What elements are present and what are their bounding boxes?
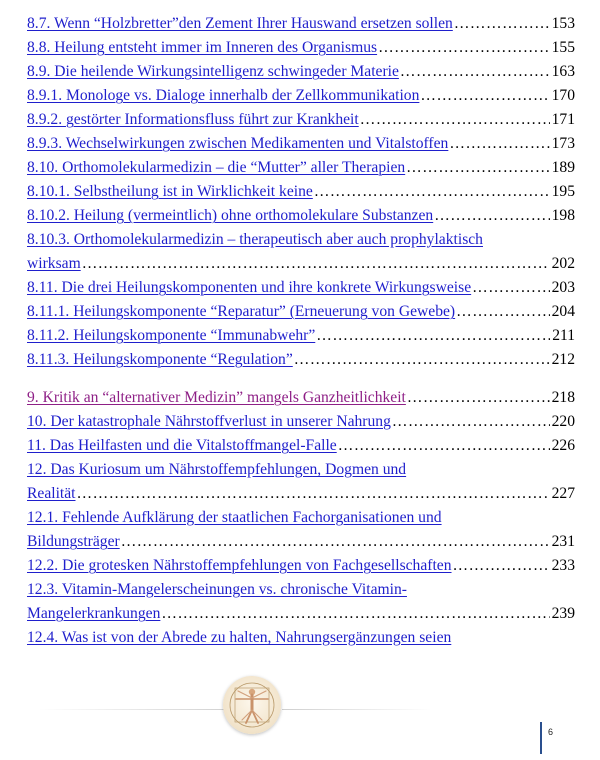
toc-entry[interactable] bbox=[27, 348, 575, 372]
toc-link-continued[interactable]: wirksam bbox=[27, 255, 81, 272]
toc-entry[interactable] bbox=[27, 554, 575, 578]
toc-link[interactable]: 8.9.2. gestörter Informationsfluss führt zur Krankheit bbox=[27, 111, 359, 128]
page-number: 218 bbox=[551, 389, 575, 406]
vitruvian-man-logo-icon bbox=[223, 676, 281, 734]
toc-entry[interactable] bbox=[27, 324, 575, 348]
toc-link[interactable]: 8.10.3. Orthomolekularmedizin – therapeutisch aber auch prophylaktisch bbox=[27, 231, 483, 248]
toc-entry[interactable] bbox=[27, 12, 575, 36]
toc-link[interactable]: 8.9.3. Wechselwirkungen zwischen Medikamenten und Vitalstoffen bbox=[27, 135, 449, 152]
toc-link[interactable]: 8.8. Heilung entsteht immer im Inneren des Organismus bbox=[27, 39, 378, 56]
toc-link[interactable]: 8.10. Orthomolekularmedizin – die “Mutter” aller Therapien bbox=[27, 159, 406, 176]
toc-entry[interactable] bbox=[27, 156, 575, 180]
toc-link[interactable]: 8.11.3. Heilungskomponente “Regulation” bbox=[27, 351, 293, 368]
toc-link[interactable]: 12. Das Kuriosum um Nährstoffempfehlungen, Dogmen und bbox=[27, 461, 407, 478]
toc-link[interactable]: 10. Der katastrophale Nährstoffverlust in unserer Nahrung bbox=[27, 413, 391, 430]
toc-entry[interactable] bbox=[27, 180, 575, 204]
toc-entry[interactable] bbox=[27, 60, 575, 84]
page-number: 239 bbox=[551, 605, 575, 622]
toc-entry[interactable] bbox=[27, 578, 575, 626]
page-number: 153 bbox=[551, 15, 575, 32]
page-number: 220 bbox=[551, 413, 575, 430]
page-number: 198 bbox=[551, 207, 575, 224]
toc-link[interactable]: 12.4. Was ist von der Abrede zu halten, Nahrungsergänzungen seien bbox=[27, 629, 452, 646]
page-number: 170 bbox=[551, 87, 575, 104]
toc-link[interactable]: 8.11.2. Heilungskomponente “Immunabwehr” bbox=[27, 327, 316, 344]
page-number: 163 bbox=[551, 63, 575, 80]
page-number: 212 bbox=[551, 351, 575, 368]
toc-link[interactable]: 8.7. Wenn “Holzbretter”den Zement Ihrer Hauswand ersetzen sollen bbox=[27, 15, 453, 32]
table-of-contents bbox=[27, 12, 575, 650]
page-number: 204 bbox=[551, 303, 575, 320]
toc-entry[interactable] bbox=[27, 108, 575, 132]
toc-entry[interactable] bbox=[27, 228, 575, 276]
toc-entry[interactable] bbox=[27, 626, 575, 650]
toc-entry[interactable] bbox=[27, 84, 575, 108]
toc-entry[interactable] bbox=[27, 458, 575, 506]
toc-link[interactable]: 9. Kritik an “alternativer Medizin” mangels Ganzheitlichkeit bbox=[27, 389, 406, 406]
toc-link[interactable]: 12.3. Vitamin-Mangelerscheinungen vs. chronische Vitamin- bbox=[27, 581, 407, 598]
toc-link-continued[interactable]: Bildungsträger bbox=[27, 533, 120, 550]
toc-link[interactable]: 12.2. Die grotesken Nährstoffempfehlungen von Fachgesellschaften bbox=[27, 557, 452, 574]
toc-link[interactable]: 8.10.2. Heilung (vermeintlich) ohne orthomolekulare Substanzen bbox=[27, 207, 434, 224]
toc-entry[interactable] bbox=[27, 386, 575, 410]
toc-entry[interactable] bbox=[27, 434, 575, 458]
toc-link[interactable]: 12.1. Fehlende Aufklärung der staatlichen Fachorganisationen und bbox=[27, 509, 442, 526]
page-number-bar bbox=[540, 722, 542, 754]
toc-link[interactable]: 8.11. Die drei Heilungskomponenten und ihre konkrete Wirkungsweise bbox=[27, 279, 472, 296]
toc-link[interactable]: 8.10.1. Selbstheilung ist in Wirklichkeit keine bbox=[27, 183, 313, 200]
toc-link[interactable]: 8.9.1. Monologe vs. Dialoge innerhalb der Zellkommunikation bbox=[27, 87, 420, 104]
page-number: 195 bbox=[551, 183, 575, 200]
toc-entry[interactable] bbox=[27, 36, 575, 60]
page-number: 173 bbox=[551, 135, 575, 152]
page-number: 227 bbox=[551, 485, 575, 502]
page-number: 231 bbox=[551, 533, 575, 550]
footer-page-number: 6 bbox=[548, 727, 554, 737]
page-number: 189 bbox=[551, 159, 575, 176]
toc-link[interactable]: 8.9. Die heilende Wirkungsintelligenz schwingeder Materie bbox=[27, 63, 399, 80]
page-number: 171 bbox=[551, 111, 575, 128]
toc-entry[interactable] bbox=[27, 276, 575, 300]
page-number: 226 bbox=[551, 437, 575, 454]
toc-entry[interactable] bbox=[27, 410, 575, 434]
toc-entry[interactable] bbox=[27, 132, 575, 156]
page-number: 202 bbox=[551, 255, 575, 272]
toc-entry[interactable] bbox=[27, 506, 575, 554]
toc-link[interactable]: 8.11.1. Heilungskomponente “Reparatur” (Erneuerung von Gewebe) bbox=[27, 303, 456, 320]
page-number: 155 bbox=[551, 39, 575, 56]
page-number: 233 bbox=[551, 557, 575, 574]
page-number: 211 bbox=[552, 327, 575, 344]
toc-link[interactable]: 11. Das Heilfasten und die Vitalstoffmangel-Falle bbox=[27, 437, 337, 454]
toc-link-continued[interactable]: Realität bbox=[27, 485, 76, 502]
page-number: 203 bbox=[551, 279, 575, 296]
toc-link-continued[interactable]: Mangelerkrankungen bbox=[27, 605, 161, 622]
footer-divider-left bbox=[38, 709, 238, 710]
toc-entry[interactable] bbox=[27, 300, 575, 324]
toc-entry[interactable] bbox=[27, 204, 575, 228]
footer-divider-right bbox=[282, 709, 432, 710]
